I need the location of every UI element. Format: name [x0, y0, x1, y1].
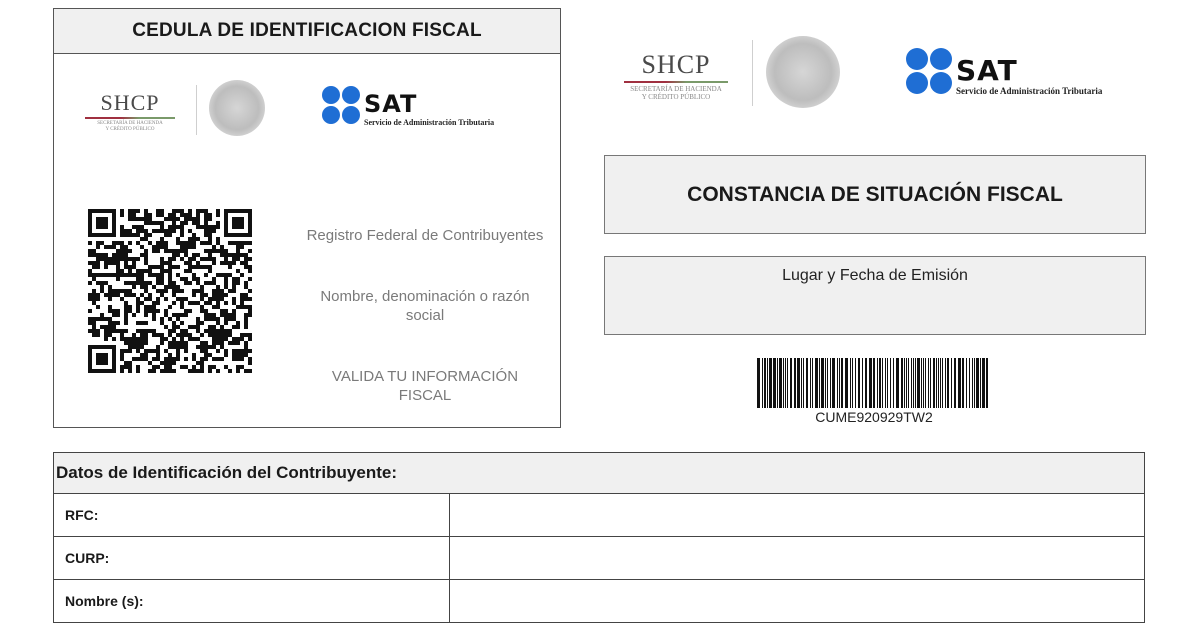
validate-info-label [295, 367, 555, 405]
shcp-logo-subtext-1: SECRETARÍA DE HACIENDA [97, 121, 163, 126]
sat-logo-text: SAT [364, 90, 418, 118]
shcp-logo-subtext-2: Y CRÉDITO PÚBLICO [105, 126, 155, 132]
shcp-logo-large-subtext-1: SECRETARÍA DE HACIENDA [630, 85, 722, 93]
cedula-header: CEDULA DE IDENTIFICACION FISCAL [54, 9, 560, 54]
sat-logo-icon [322, 86, 360, 124]
logo-divider-large [752, 40, 753, 106]
name-label-line-2: social [405, 307, 445, 324]
taxpayer-data-table [53, 452, 1145, 623]
rfc-label: RFC: [54, 494, 450, 536]
logo-divider [196, 85, 197, 135]
constancia-title: CONSTANCIA DE SITUACIÓN FISCAL [604, 155, 1146, 234]
curp-value [450, 537, 1144, 579]
qr-code [88, 206, 252, 376]
shcp-logo-large-subtext-2: Y CRÉDITO PÚBLICO [641, 93, 711, 102]
name-field-value [450, 580, 1144, 622]
shcp-logo-line [85, 117, 175, 119]
rfc-value [450, 494, 1144, 536]
validate-info-line-1: VALIDA TU INFORMACIÓN [331, 368, 519, 385]
name-label [295, 287, 555, 325]
curp-label: CURP: [54, 537, 450, 579]
table-row-curp [54, 537, 1144, 580]
sat-logo-large-text: SAT [956, 54, 1018, 87]
barcode [757, 358, 991, 408]
validate-info-line-2: FISCAL [398, 387, 452, 404]
table-row-name [54, 580, 1144, 623]
taxpayer-data-header: Datos de Identificación del Contribuyente: [54, 453, 1144, 494]
barcode-text: CUME920929TW2 [815, 409, 933, 425]
rfc-registry-label: Registro Federal de Contribuyentes [306, 227, 544, 244]
shcp-logo [80, 90, 180, 133]
place-date-box [604, 256, 1146, 335]
name-label-line-1: Nombre, denominación o razón [320, 288, 530, 305]
sat-logo-large-icon [906, 48, 952, 94]
shcp-logo-large-text: SHCP [641, 50, 711, 79]
table-row-rfc [54, 494, 1144, 537]
sat-logo-subtext: Servicio de Administración Tributaria [364, 118, 495, 127]
name-field-label: Nombre (s): [54, 580, 450, 622]
shcp-logo-large [617, 50, 735, 101]
shcp-logo-large-line [624, 81, 728, 83]
place-date-label: Lugar y Fecha de Emisión [782, 267, 968, 284]
sat-logo-large-subtext: Servicio de Administración Tributaria [956, 86, 1103, 96]
shcp-logo-text: SHCP [100, 90, 160, 115]
national-seal-icon [209, 80, 265, 136]
national-seal-large-icon [766, 36, 840, 108]
